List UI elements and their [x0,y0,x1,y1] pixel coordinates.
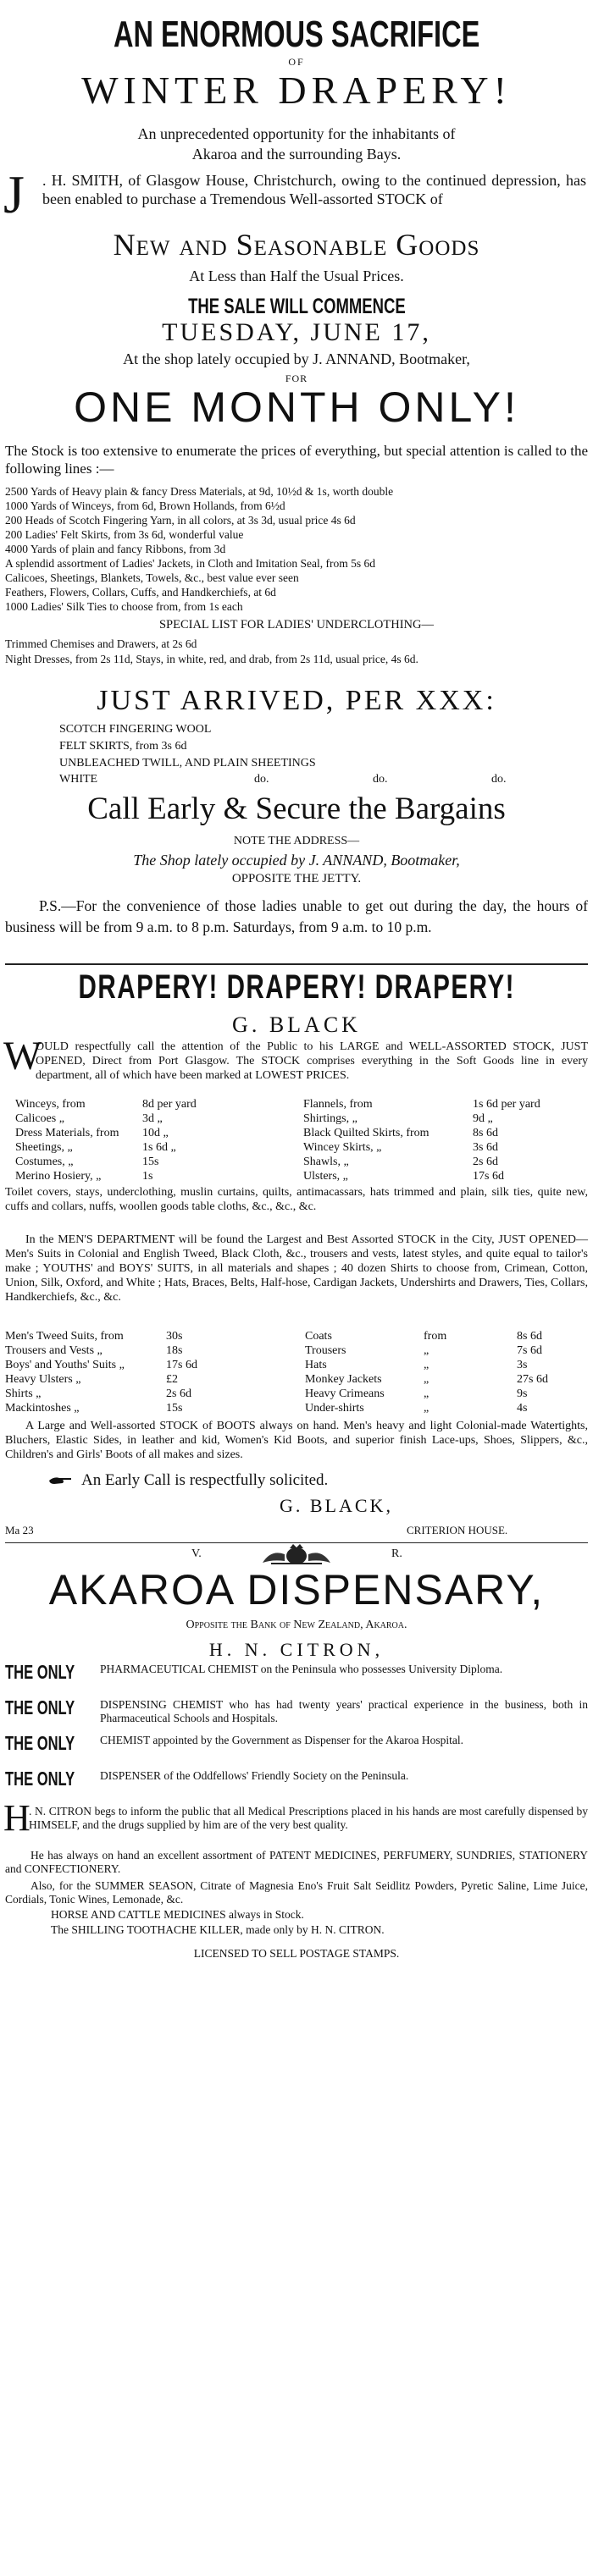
ad3-horse: HORSE AND CATTLE MEDICINES always in Stock. [51,1908,304,1921]
ad1-stock-lines [5,484,588,614]
price-value: 2s 6d [166,1387,191,1400]
ad2-criterion-house: CRITERION HOUSE. [407,1524,508,1536]
price-value: 27s 6d [517,1373,548,1386]
ad1-trimmed-line: Trimmed Chemises and Drawers, at 2s 6d [5,637,197,650]
ad3-name: H. N. CITRON, [208,1639,385,1660]
price-row [303,1097,576,1111]
price-item: Trousers and Vests „ [5,1344,103,1357]
price-item: Coats [305,1330,332,1343]
ad1-ps: P.S.—For the convenience of those ladies unable to get out during the day, the hours of business will be from 9 a.m. to 8 p.m. Saturdays, from 9 a.m. to 10 p.m. [5,897,588,935]
divider [5,963,588,965]
price-value: 3s 6d [473,1141,498,1154]
ad2-drop-letter: W [3,1034,42,1078]
divider [5,1542,588,1543]
price-item: Black Quilted Skirts, from [303,1127,430,1139]
price-row [305,1387,585,1401]
price-item: Shirtings, „ [303,1112,357,1125]
price-value: 15s [166,1402,183,1415]
stock-line: 4000 Yards of plain and fancy Ribbons, from 3d [5,543,226,555]
ad2-boots: A Large and Well-assorted STOCK of BOOTS always on hand. Men's heavy and light Colonial-made Watertights, Bluchers, Elastic Sides, in leather and kid, Women's Kid Boots, and superior finish Lace-ups, Shoes, Slippers, &c., Children's and Girls' Boots of all makes and sizes. [5,1420,588,1461]
price-value: 7s 6d [517,1344,542,1357]
ad3-only-item: PHARMACEUTICAL CHEMIST on the Peninsula who possesses University Diploma. [100,1663,503,1675]
price-row [303,1140,576,1155]
price-item: Shirts „ [5,1387,42,1400]
ad1-winter-drapery: WINTER DRAPERY! [81,69,512,112]
ad3-the-only: THE ONLY [5,1768,75,1790]
ad1-arrived-item: SCOTCH FINGERING WOOL [59,723,212,736]
ad1-note-address: NOTE THE ADDRESS— [233,835,360,847]
price-item: Flannels, from [303,1098,373,1111]
price-row [305,1372,585,1387]
price-row [15,1140,295,1155]
ad1-stock-text: The Stock is too extensive to enumerate the prices of everything, but special attention is called to the following lines :— [5,443,588,477]
ad1-call-early: Call Early & Secure the Bargains [87,792,506,826]
price-item: Heavy Crimeans [305,1387,385,1400]
price-item: Monkey Jackets [305,1373,382,1386]
price-item: Ulsters, „ [303,1170,348,1183]
ad3-title: AKAROA DISPENSARY, [48,1566,545,1613]
ad3-para1: . N. CITRON begs to inform the public that all Medical Prescriptions placed in his hands are most carefully dispensed by HIMSELF, and the drugs supplied by him are of the very best quality. [29,1805,588,1831]
ad3-only-item: CHEMIST appointed by the Government as Dispenser for the Akaroa Hospital. [100,1734,464,1746]
price-item: Merino Hosiery, „ [15,1170,102,1183]
ad1-intro-line2: Akaroa and the surrounding Bays. [191,146,402,163]
price-row [305,1329,585,1343]
price-item: Heavy Ulsters „ [5,1373,81,1386]
price-from: „ [424,1402,430,1415]
price-row [5,1372,285,1387]
ad2-intro: OULD respectfully call the attention of the Public to his LARGE and WELL-ASSORTED STOCK, JUST OPENED, Direct from Port Glasgow. The STOCK comprises everything in the Soft Goods line in every department, all of which have been marked at LOWEST PRICES. [36,1040,588,1082]
ad1-night-dresses: Night Dresses, from 2s 11d, Stays, in white, red, and drab, from 2s 11d, usual price, 4s 6d. [5,653,418,665]
price-value: 15s [142,1156,159,1168]
price-row [5,1329,285,1343]
price-from: „ [424,1344,430,1357]
price-value: 4s [517,1402,528,1415]
ad1-drop-letter: J [3,164,25,224]
price-value: 9d „ [473,1112,493,1125]
price-item: Under-shirts [305,1402,364,1415]
price-row [305,1343,585,1358]
ad3-licensed: LICENSED TO SELL POSTAGE STAMPS. [193,1947,400,1960]
price-from: „ [424,1373,430,1386]
price-row [303,1155,576,1169]
stock-line: 1000 Ladies' Silk Ties to choose from, from 1s each [5,600,243,613]
price-item: Wincey Skirts, „ [303,1141,382,1154]
stock-line: Feathers, Flowers, Collars, Cuffs, and Handkerchiefs, at 6d [5,586,276,598]
price-value: 18s [166,1344,183,1357]
stock-line: A splendid assortment of Ladies' Jackets, in Cloth and Imitation Seal, from 5s 6d [5,557,375,570]
price-row [5,1343,285,1358]
price-value: 10d „ [142,1127,169,1139]
stock-line: 2500 Yards of Heavy plain & fancy Dress Materials, at 9d, 10½d & 1s, worth double [5,485,394,498]
price-item: Mackintoshes „ [5,1402,80,1415]
ad1-new-goods: New and Seasonable Goods [113,228,480,262]
price-from: „ [424,1387,430,1400]
ad1-arrived-item: UNBLEACHED TWILL, AND PLAIN SHEETINGS [59,757,316,769]
ad1-ditto: do. [373,773,388,786]
stock-line: 200 Ladies' Felt Skirts, from 3s 6d, wonderful value [5,528,244,541]
price-item: Shawls, „ [303,1156,349,1168]
price-value: 1s 6d „ [142,1141,176,1154]
ad1-of: OF [288,56,305,68]
price-value: 3d „ [142,1112,163,1125]
ad3-only-item: DISPENSING CHEMIST who has had twenty years' practical experience in the business, both in Pharmaceutical Schools and Hospitals. [100,1698,588,1724]
ad1-smith-paragraph: . H. SMITH, of Glasgow House, Christchurch, owing to the continued depression, has been enabled to purchase a Tremendous Well-assorted STOCK of [42,172,586,207]
price-item: Winceys, from [15,1098,86,1111]
price-row [15,1169,295,1183]
ad1-half-price: At Less than Half the Usual Prices. [189,268,404,284]
price-row [305,1401,585,1415]
ad1-special-list: SPECIAL LIST FOR LADIES' UNDERCLOTHING— [158,618,435,632]
price-value: 1s [142,1170,153,1183]
ad1-just-arrived: JUST ARRIVED, PER XXX: [97,685,496,716]
price-row [303,1111,576,1126]
price-value: £2 [166,1373,178,1386]
price-row [5,1401,285,1415]
price-item: Dress Materials, from [15,1127,119,1139]
price-item: Trousers [305,1344,346,1357]
ad2-toilet-text: Toilet covers, stays, underclothing, muslin curtains, quilts, antimacassars, hats trimmed and plain, silk ties, quite new, cuffs and collars, nuffs, woollen goods table cloths, &c., &c., &c. [5,1186,588,1213]
price-value: 2s 6d [473,1156,498,1168]
stock-line: Calicoes, Sheetings, Blankets, Towels, &c., best value ever seen [5,571,299,584]
ad1-ditto: do. [254,773,269,786]
ad1-sale-date: TUESDAY, JUNE 17, [162,318,431,346]
ad1-white: WHITE [59,773,98,786]
price-value: 17s 6d [473,1170,504,1183]
price-item: Men's Tweed Suits, from [5,1330,124,1343]
price-item: Boys' and Youths' Suits „ [5,1359,125,1371]
ad2-mens-department: In the MEN'S DEPARTMENT will be found the Largest and Best Assorted STOCK in the City, JUST OPENED—Men's Suits in Colonial and English Tweed, Black Cloth, &c., trousers and vests, latest styles, and quite equal to tailor's make ; YOUTHS' and BOYS' SUITS, in all materials and shapes ; 40 dozen Shirts to choose from, Crimean, Cotton, Union, Silk, Oxford, and White ; Hats, Braces, Belts, Half-hose, Cardigan Jackets, Undershirts and Drawers, Ties, Collars, Handkerchiefs, &c., &c. [5,1233,588,1304]
ad3-opposite-bank: Opposite the Bank of New Zealand, Akaroa. [186,1619,407,1631]
ad3-the-only: THE ONLY [5,1661,75,1683]
stock-line: 1000 Yards of Winceys, from 6d, Brown Hollands, from 6½d [5,499,285,512]
price-item: Sheetings, „ [15,1141,73,1154]
price-row [305,1358,585,1372]
price-value: 9s [517,1387,528,1400]
ad1-shop-lately: The Shop lately occupied by J. ANNAND, Bootmaker, [133,852,460,869]
price-value: 1s 6d per yard [473,1098,540,1111]
price-row [5,1358,285,1372]
price-row [5,1387,285,1401]
ad1-one-month-only: ONE MONTH ONLY! [74,383,519,431]
ad2-drapery-heading: DRAPERY! DRAPERY! DRAPERY! [78,968,515,1006]
price-value: 8s 6d [517,1330,542,1343]
price-item: Calicoes „ [15,1112,64,1125]
price-item: Hats [305,1359,327,1371]
price-item: Costumes, „ [15,1156,74,1168]
price-value: 8s 6d [473,1127,498,1139]
ad2-early-call: An Early Call is respectfully solicited. [81,1471,329,1489]
price-row [15,1155,295,1169]
price-row [15,1097,295,1111]
ad3-drop-letter: H [3,1797,30,1839]
price-row [15,1126,295,1140]
price-value: 8d per yard [142,1098,197,1111]
ad1-ditto: do. [491,773,507,786]
pointing-hand-icon [47,1475,73,1491]
price-row [15,1111,295,1126]
ad2-g-black-title: G. BLACK [232,1012,361,1037]
ad1-sale-commence: THE SALE WILL COMMENCE [187,295,406,318]
ad3-r: R. [391,1547,402,1560]
ad2-left-price-list [15,1097,295,1183]
ad2-mens-right-list [305,1329,585,1415]
ad1-intro-line1: An unprecedented opportunity for the inhabitants of [137,125,456,142]
price-row [303,1169,576,1183]
ad3-para2: He has always on hand an excellent assortment of PATENT MEDICINES, PERFUMERY, SUNDRIES, STATIONERY and CONFECTIONERY. [5,1849,588,1875]
ad1-for: FOR [285,372,308,384]
ad3-the-only: THE ONLY [5,1732,75,1754]
ad1-opposite-jetty: OPPOSITE THE JETTY. [231,872,362,885]
price-row [303,1126,576,1140]
ad1-arrived-list [59,721,316,772]
ad3-the-only: THE ONLY [5,1696,75,1718]
price-value: 30s [166,1330,183,1343]
price-value: 3s [517,1359,528,1371]
ad3-v: V. [191,1547,202,1560]
stock-line: 200 Heads of Scotch Fingering Yarn, in all colors, at 3s 3d, usual price 4s 6d [5,514,356,527]
ad2-signature: G. BLACK, [280,1495,393,1516]
ad1-arrived-item: FELT SKIRTS, from 3s 6d [59,740,187,753]
price-from: „ [424,1359,430,1371]
ad1-shop-line: At the shop lately occupied by J. ANNAND, Bootmaker, [123,350,470,367]
ad2-mens-left-list [5,1329,285,1415]
ad3-only-item: DISPENSER of the Oddfellows' Friendly Society on the Peninsula. [100,1769,409,1782]
ad1-headline: AN ENORMOUS SACRIFICE [113,14,480,55]
ad3-para3: Also, for the SUMMER SEASON, Citrate of Magnesia Eno's Fruit Salt Seidlitz Powders, Pyretic Saline, Lime Juice, Cordials, Tonic Wines, Lemonade, &c. [5,1879,588,1906]
price-from: from [424,1330,447,1343]
ad2-right-price-list [303,1097,576,1183]
ad3-shilling: The SHILLING TOOTHACHE KILLER, made only by H. N. CITRON. [51,1923,385,1936]
price-value: 17s 6d [166,1359,197,1371]
ad2-date: Ma 23 [5,1524,34,1536]
